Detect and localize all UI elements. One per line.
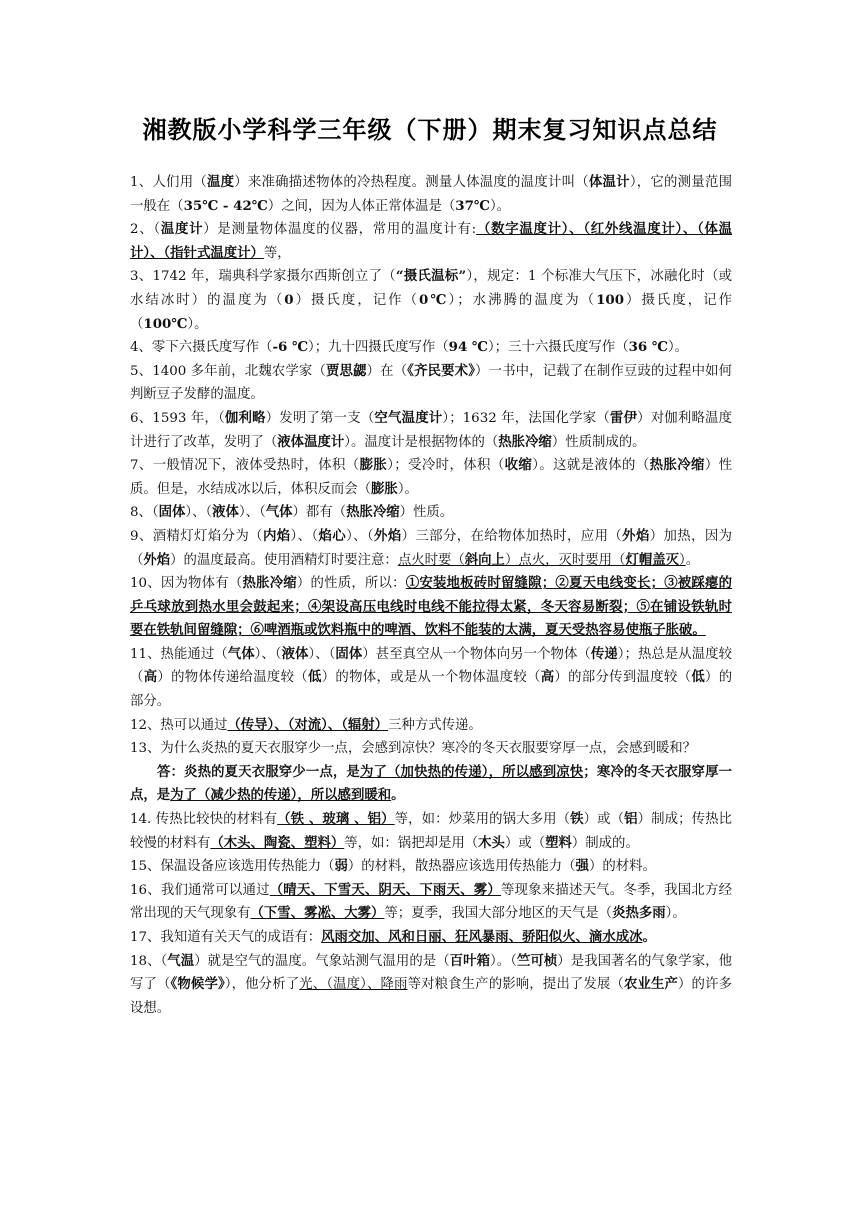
text-run: ）、（ — [185, 505, 213, 521]
knowledge-item — [130, 218, 732, 265]
text-run: “摄氏温标” — [395, 268, 467, 285]
text-run: 点火时要（ — [397, 552, 465, 568]
text-run: 内焰 — [262, 527, 291, 544]
text-run: 18、（ — [130, 953, 168, 969]
text-run: 等，如：锅把却是用（ — [344, 835, 479, 851]
text-run: 高 — [143, 669, 158, 686]
text-run: 温度 — [206, 174, 235, 190]
text-run: 16、我们通常可以通过 — [130, 882, 270, 898]
text-run: ）一书中，记载了在制作豆豉的过程中如何判断豆子发酵的温度。 — [130, 363, 733, 403]
text-run: 弱 — [334, 858, 348, 875]
text-run: 低 — [691, 669, 706, 686]
text-run: ），他分析了 — [224, 977, 300, 993]
knowledge-item — [130, 737, 732, 761]
text-run: 液体 — [281, 645, 309, 662]
text-run: ）三部分，在给物体加热时，应用（ — [401, 528, 623, 544]
text-run: 木头 — [478, 834, 505, 851]
text-run: ）；水沸腾的温度为（ — [448, 292, 597, 308]
text-run: 外焰 — [374, 527, 402, 544]
text-run: 高 — [540, 669, 555, 686]
knowledge-item — [130, 926, 732, 950]
text-run: 热胀冷缩 — [242, 575, 297, 592]
text-run: ）制成；传热比较慢的材料有 — [130, 812, 733, 851]
knowledge-item — [130, 525, 732, 572]
text-run: ；寒冷的冬天衣服穿厚一点，是 — [130, 763, 732, 804]
text-run: 气体 — [227, 645, 255, 662]
text-run: ）甚至真空从一个物体向另一个物体（ — [362, 646, 591, 662]
text-run: ）、（ — [290, 528, 319, 544]
knowledge-item — [130, 855, 732, 879]
text-run: ）。（ — [490, 953, 517, 969]
text-run: ） — [679, 552, 686, 568]
text-run: 36 ℃ — [628, 339, 668, 356]
text-run: 收缩 — [504, 457, 533, 474]
text-run: 强 — [575, 858, 589, 875]
text-run: 斜向上 — [464, 551, 505, 568]
knowledge-item — [130, 950, 732, 1021]
text-run: 炎热多雨 — [612, 905, 666, 922]
text-run: 铁 — [570, 811, 584, 828]
text-run: 风雨交加、风和日丽、狂风暴雨、骄阳似火、滴水成冰 — [321, 929, 643, 945]
text-run: ），它的测量范围一般在（ — [130, 175, 732, 214]
text-run: 12、热可以通过 — [130, 717, 228, 733]
text-run: 热胀冷缩 — [498, 433, 552, 450]
text-run: ）是测量物体温度的仪器，常用的温度计有: — [203, 222, 477, 238]
text-run: 气温 — [167, 952, 195, 969]
text-run: 等对粮食生产的影响，提出了发展（ — [407, 977, 624, 993]
text-run: ）；三十六摄氏度写作（ — [487, 340, 629, 356]
document-title: 湘教版小学科学三年级（下册）期末复习知识点总结 — [142, 116, 718, 144]
text-run: （数字温度计）、（红外线温度计）、（体温计）、（指针式温度计） — [130, 221, 732, 261]
text-run: 外焰 — [622, 527, 650, 544]
text-run: 1、人们用（ — [130, 175, 207, 190]
text-run: 为了（减少热的传递），所以感到暖和 — [170, 787, 392, 804]
text-run: 光、（温度）、降雨 — [299, 977, 408, 993]
text-run: ）的温度最高。使用酒精灯时要注意： — [170, 552, 398, 568]
text-run: ）的部分传到温度较（ — [554, 670, 692, 686]
text-run: 三种方式传递。 — [388, 717, 482, 733]
text-run: 2、（ — [130, 222, 161, 238]
text-run: 热胀冷缩 — [346, 504, 400, 521]
text-run: 《齐民要术》 — [407, 362, 476, 379]
text-run: ）的材料。 — [588, 859, 656, 875]
text-run: ）。 — [667, 340, 689, 356]
text-run: 11、热能通过（ — [130, 646, 228, 662]
text-run: 37℃ — [455, 197, 490, 214]
text-run: ）、（ — [346, 528, 375, 544]
text-run: 4、零下六摄氏度写作（ — [130, 340, 273, 356]
text-run: 《物候学》 — [170, 976, 225, 993]
text-run: ）是我国著名的气象学家，他写了（ — [130, 953, 733, 993]
text-run: 外焰 — [143, 551, 171, 568]
text-run: ）性质。 — [399, 505, 454, 521]
text-run: ）在（ — [366, 363, 408, 379]
text-run: ）的材料，散热器应该选用传热能力（ — [347, 859, 576, 875]
text-run: 6、1593 年，（ — [130, 410, 225, 426]
text-run: 14. 传热比较快的材料有 — [130, 812, 278, 828]
text-run: 9、酒精灯灯焰分为（ — [130, 528, 263, 544]
text-run: 35℃ - 42℃ — [183, 197, 268, 214]
text-run: 塑料 — [545, 834, 572, 851]
text-run: ）对伽利略温度计进行了改革，发明了（ — [130, 410, 733, 450]
text-run: ）。 — [187, 316, 208, 332]
text-run: 0℃ — [419, 291, 449, 308]
text-run: ）都有（ — [292, 505, 347, 521]
text-run: ）的部分。 — [130, 670, 733, 710]
text-run: ）的物体，或是从一个物体温度较（ — [321, 670, 541, 686]
text-run: 5、1400 多年前，北魏农学家（ — [130, 363, 327, 379]
text-run: 7、一般情况下，液体受热时，体积（ — [130, 458, 360, 474]
text-run: ）性质。但是，水结成冰以后，体积反而会（ — [130, 458, 733, 497]
text-run: 0 — [284, 291, 294, 308]
text-run: 贾思勰 — [326, 362, 367, 379]
text-run: ）性质制成的。 — [551, 434, 646, 450]
text-run: 等， — [263, 245, 291, 261]
text-run: 百叶箱 — [449, 952, 491, 969]
text-run: 17、我知道有关天气的成语有： — [130, 930, 322, 945]
text-run: ）；热总是从温度较（ — [130, 646, 732, 686]
text-run: -6 ℃ — [272, 339, 309, 356]
knowledge-item — [130, 572, 732, 643]
knowledge-item — [130, 808, 732, 855]
text-run: 铝 — [624, 811, 638, 828]
text-run: ）的性质，所以： — [296, 576, 406, 592]
text-run: 8、（ — [130, 505, 159, 521]
text-run: ）、（ — [308, 646, 336, 662]
text-run: ）的许多设想。 — [130, 977, 732, 1016]
knowledge-item — [130, 265, 732, 336]
text-run: ）来准确描述物体的冷热程度。测量人体温度的温度计叫（ — [234, 175, 589, 190]
text-run: 农业生产 — [623, 976, 679, 993]
text-run: ）、（ — [254, 646, 282, 662]
text-run: 伽利略 — [224, 409, 266, 426]
text-run: 气体 — [265, 504, 293, 521]
text-run: （晴天、下雪天、阴天、下雨天、雾） — [269, 881, 501, 898]
text-run: 13、为什么炎热的夏天衣服穿少一点，会感到凉快？寒冷的冬天衣服要穿厚一点，会感到暖和？ — [130, 741, 697, 757]
text-run: ）摄氏度，记作（ — [293, 292, 420, 308]
knowledge-item — [130, 360, 732, 407]
knowledge-item — [130, 501, 732, 525]
text-run: 温度计 — [160, 221, 204, 238]
text-run: ）。这就是液体的（ — [532, 458, 650, 474]
text-run: ）。 — [489, 198, 511, 214]
text-run: 液体 — [212, 504, 239, 521]
text-run: 灯帽盖灭 — [625, 551, 680, 568]
text-run: 15、保温设备应该选用传热能力（ — [130, 859, 335, 875]
text-run: 液体温度计 — [277, 433, 345, 450]
text-run: 膨胀 — [359, 457, 388, 474]
knowledge-item — [130, 454, 732, 501]
text-run: ）或（ — [504, 835, 546, 851]
text-run: 100 — [596, 291, 625, 308]
text-run: ）的物体传递给温度较（ — [157, 670, 308, 686]
text-run: 94 ℃ — [448, 339, 488, 356]
text-run: 空气温度计 — [374, 409, 443, 426]
text-run: ）摄氏度，记作（ — [130, 292, 733, 332]
text-run: ）发明了第一支（ — [265, 410, 375, 426]
text-run: 传递 — [590, 645, 618, 662]
answer-paragraph — [130, 761, 732, 808]
text-run: ）。 — [397, 481, 418, 497]
text-run: ），规定：1 个标准大气压下，冰融化时（或水结冰时）的温度为（ — [130, 269, 732, 308]
text-run: 雷伊 — [609, 409, 638, 426]
text-run: （木头、陶瓷、塑料） — [210, 834, 345, 851]
knowledge-item — [130, 336, 732, 360]
text-run: 3、1742 年，瑞典科学家摄尔西斯创立了（ — [130, 269, 396, 285]
text-run: 10、因为物体有（ — [130, 576, 243, 592]
text-run: ）之间，因为人体正常体温是（ — [267, 198, 456, 214]
knowledge-item — [130, 643, 732, 714]
text-run: ）加热，因为（ — [130, 528, 733, 568]
text-run: 低 — [307, 669, 322, 686]
text-run: 等；夏季，我国大部分地区的天气是（ — [384, 906, 613, 922]
knowledge-item — [130, 714, 732, 738]
text-run: 。 — [685, 552, 700, 568]
text-run: ）、（ — [238, 505, 266, 521]
text-run: 焰心 — [318, 527, 347, 544]
document-body — [130, 171, 732, 1020]
text-run: ）；1632 年，法国化学家（ — [442, 410, 610, 426]
text-run: 答：炎热的夏天衣服穿少一点，是 — [157, 763, 360, 780]
text-run: ）。 — [665, 906, 686, 922]
text-run: 固体 — [335, 645, 363, 662]
text-run: （铁 、玻璃 、铝） — [277, 811, 395, 828]
knowledge-item — [130, 171, 732, 218]
text-run: 体温计 — [588, 174, 630, 190]
text-run: 膨胀 — [371, 480, 398, 497]
text-run: 固体 — [158, 504, 186, 521]
text-run: （传导）、（对流）、（辐射） — [227, 716, 389, 733]
text-run: 为了（加快热的传递），所以感到凉快 — [359, 763, 584, 780]
text-run: 。 — [391, 787, 405, 804]
text-run: 等，如：炒菜用的锅大多用（ — [394, 812, 571, 828]
text-run: 。 — [642, 929, 656, 945]
text-run: ）点火，灭时要用（ — [504, 552, 626, 568]
text-run: （下雪、雾凇、大雾） — [250, 905, 385, 922]
text-run: 100℃ — [143, 315, 188, 332]
text-run: ）；受冷时，体积（ — [387, 458, 505, 474]
text-run: ）或（ — [583, 812, 625, 828]
knowledge-item — [130, 879, 732, 926]
text-run: 等现象来描述天气。冬季，我国北方经常出现的天气现象有 — [130, 882, 732, 922]
text-run: ）就是空气的温度。气象站测气温用的是（ — [194, 953, 450, 969]
text-run: 热胀冷缩 — [649, 457, 705, 474]
text-run: ）；九十四摄氏度写作（ — [308, 340, 449, 356]
text-run: 竺可桢 — [516, 952, 558, 969]
text-run: ）制成的。 — [571, 835, 639, 851]
knowledge-item — [130, 407, 732, 454]
text-run: ①安装地板砖时留缝隙；②夏天电线变长；③被踩瘪的乒乓球放到热水里会鼓起来；④架设高压电线时电线不能拉得太紧，冬天容易断裂；⑤在铺设铁轨时要在铁轨间留缝隙；⑥啤酒瓶或饮料瓶中的啤酒、饮料不能装的太满，夏天受热容易使瓶子胀破。 — [130, 575, 733, 639]
text-run: ）。温度计是根据物体的（ — [344, 434, 499, 450]
